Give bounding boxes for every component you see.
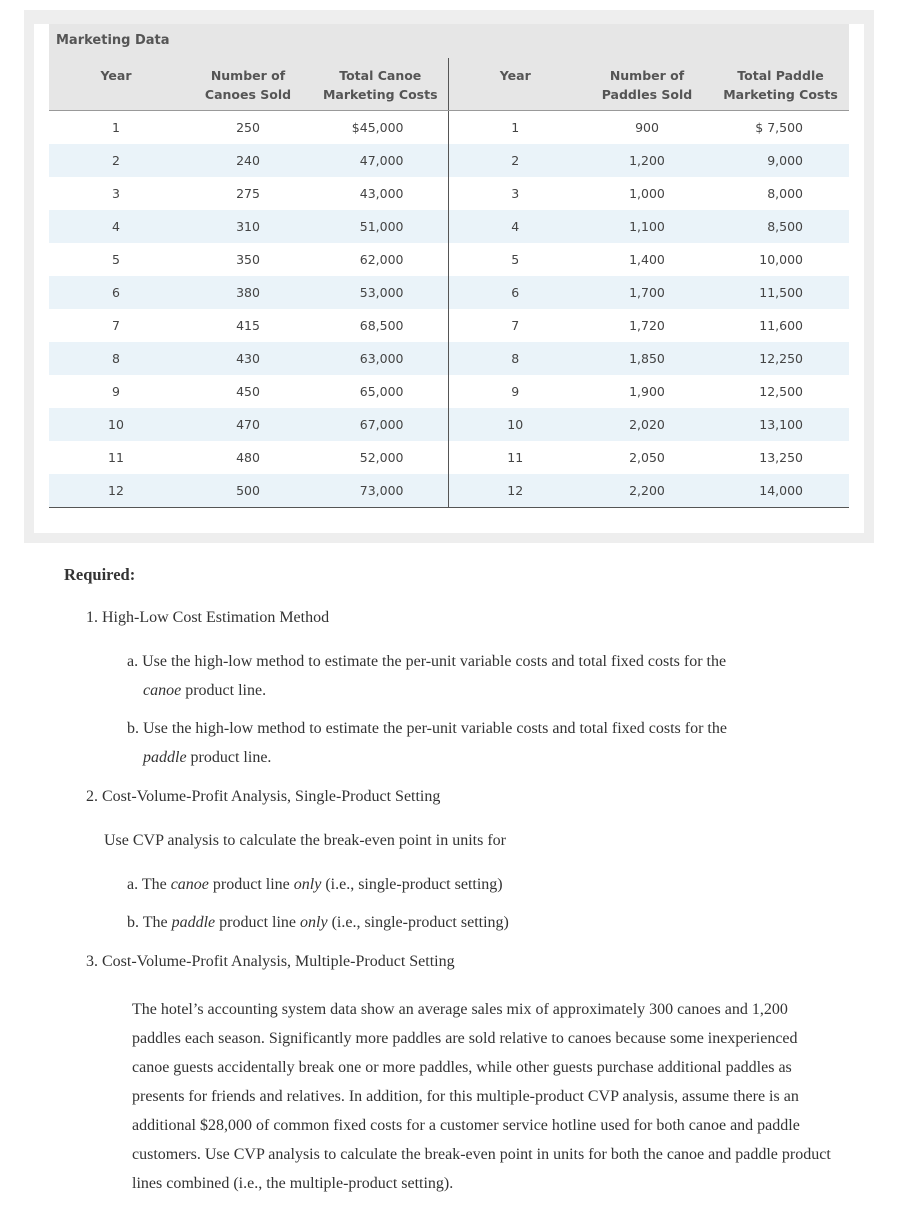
year-cell: 2 xyxy=(49,144,183,177)
table-row xyxy=(49,342,849,375)
paddle-costs-cell: 13,100 xyxy=(712,408,849,441)
table-row xyxy=(49,408,849,441)
marketing-data-panel xyxy=(24,10,874,543)
item-3-paragraph: The hotel’s accounting system data show an average sales mix of approximately 300 canoes and 1,200 paddles each season. Significantly more paddles are sold relative to canoes because some inexperienced canoe guests accidentally break one or more paddles, while other guests purchase additional paddles as presents for friends and relatives. In addition, for this multiple-product CVP analysis, assume there is an additional $28,000 of common fixed costs for a customer service hotline used for both canoe and paddle customers. Use CVP analysis to calculate the break-even point in units for both the canoe and paddle product lines combined (i.e., the multiple-product setting). xyxy=(132,1001,831,1192)
item-1a-line1: a. Use the high-low method to estimate the per-unit variable costs and total fixed costs for the xyxy=(127,653,727,670)
paddles-sold-cell: 1,000 xyxy=(582,177,712,210)
canoes-sold-cell: 350 xyxy=(183,243,313,276)
paddle-costs-cell: 13,250 xyxy=(712,441,849,474)
canoe-costs-cell: 43,000 xyxy=(313,177,448,210)
paddles-sold-cell: 1,900 xyxy=(582,375,712,408)
paddle-costs-cell: 9,000 xyxy=(712,144,849,177)
year-cell: 9 xyxy=(49,375,183,408)
year-cell: 5 xyxy=(49,243,183,276)
canoes-sold-cell: 415 xyxy=(183,309,313,342)
canoes-sold-cell: 250 xyxy=(183,110,313,144)
header-paddles-sold: Number of Paddles Sold xyxy=(582,58,712,110)
header-paddle-marketing-costs: Total Paddle Marketing Costs xyxy=(712,58,849,110)
paddles-sold-cell: 1,400 xyxy=(582,243,712,276)
year-cell: 12 xyxy=(448,474,582,508)
table-row xyxy=(49,110,849,144)
table-row xyxy=(49,276,849,309)
paddle-costs-cell: 11,500 xyxy=(712,276,849,309)
item-1b-line2: paddle product line. xyxy=(143,749,272,766)
paddles-sold-cell: 2,200 xyxy=(582,474,712,508)
canoe-costs-cell: 51,000 xyxy=(313,210,448,243)
year-cell: 12 xyxy=(49,474,183,508)
canoes-sold-cell: 480 xyxy=(183,441,313,474)
year-cell: 10 xyxy=(49,408,183,441)
item-2-heading: 2. Cost-Volume-Profit Analysis, Single-Product Setting xyxy=(86,788,441,805)
paddle-costs-cell: 11,600 xyxy=(712,309,849,342)
canoes-sold-cell: 380 xyxy=(183,276,313,309)
canoes-sold-cell: 470 xyxy=(183,408,313,441)
paddle-costs-cell: 14,000 xyxy=(712,474,849,508)
header-canoe-marketing-costs: Total Canoe Marketing Costs xyxy=(313,58,448,110)
paddles-sold-cell: 1,700 xyxy=(582,276,712,309)
table-title: Marketing Data xyxy=(49,24,849,58)
canoes-sold-cell: 275 xyxy=(183,177,313,210)
year-cell: 9 xyxy=(448,375,582,408)
year-cell: 1 xyxy=(448,110,582,144)
canoes-sold-cell: 430 xyxy=(183,342,313,375)
table-row xyxy=(49,210,849,243)
canoes-sold-cell: 450 xyxy=(183,375,313,408)
item-2b: b. The paddle product line only (i.e., single-product setting) xyxy=(127,914,509,931)
required-heading: Required: xyxy=(64,565,136,584)
marketing-data-inner xyxy=(34,24,864,533)
marketing-data-table xyxy=(49,58,849,508)
item-2-intro: Use CVP analysis to calculate the break-even point in units for xyxy=(104,832,506,849)
table-row xyxy=(49,474,849,508)
item-1-heading: 1. High-Low Cost Estimation Method xyxy=(86,609,330,626)
table-row xyxy=(49,375,849,408)
year-cell: 10 xyxy=(448,408,582,441)
year-cell: 11 xyxy=(448,441,582,474)
table-row xyxy=(49,177,849,210)
canoe-costs-cell: $45,000 xyxy=(313,110,448,144)
year-cell: 7 xyxy=(448,309,582,342)
paddle-costs-cell: 12,250 xyxy=(712,342,849,375)
paddles-sold-cell: 2,050 xyxy=(582,441,712,474)
year-cell: 4 xyxy=(448,210,582,243)
table-body xyxy=(49,110,849,507)
paddle-costs-cell: $ 7,500 xyxy=(712,110,849,144)
year-cell: 8 xyxy=(448,342,582,375)
canoes-sold-cell: 500 xyxy=(183,474,313,508)
item-1a-line2: canoe product line. xyxy=(143,682,267,699)
table-row xyxy=(49,309,849,342)
year-cell: 6 xyxy=(49,276,183,309)
paddle-costs-cell: 8,000 xyxy=(712,177,849,210)
year-cell: 7 xyxy=(49,309,183,342)
canoe-costs-cell: 65,000 xyxy=(313,375,448,408)
paddles-sold-cell: 1,100 xyxy=(582,210,712,243)
paddles-sold-cell: 1,200 xyxy=(582,144,712,177)
canoe-costs-cell: 63,000 xyxy=(313,342,448,375)
canoe-costs-cell: 73,000 xyxy=(313,474,448,508)
canoe-costs-cell: 52,000 xyxy=(313,441,448,474)
canoe-costs-cell: 67,000 xyxy=(313,408,448,441)
header-year-right: Year xyxy=(448,58,582,110)
canoe-costs-cell: 53,000 xyxy=(313,276,448,309)
year-cell: 4 xyxy=(49,210,183,243)
year-cell: 5 xyxy=(448,243,582,276)
table-row xyxy=(49,441,849,474)
canoe-costs-cell: 47,000 xyxy=(313,144,448,177)
canoes-sold-cell: 310 xyxy=(183,210,313,243)
header-year-left: Year xyxy=(49,58,183,110)
canoe-costs-cell: 68,500 xyxy=(313,309,448,342)
paddles-sold-cell: 900 xyxy=(582,110,712,144)
year-cell: 3 xyxy=(49,177,183,210)
year-cell: 11 xyxy=(49,441,183,474)
item-1b-line1: b. Use the high-low method to estimate the per-unit variable costs and total fixed costs for the xyxy=(127,720,727,737)
paddle-costs-cell: 8,500 xyxy=(712,210,849,243)
year-cell: 6 xyxy=(448,276,582,309)
year-cell: 2 xyxy=(448,144,582,177)
paddle-costs-cell: 12,500 xyxy=(712,375,849,408)
year-cell: 3 xyxy=(448,177,582,210)
table-header-row xyxy=(49,58,849,110)
paddles-sold-cell: 1,850 xyxy=(582,342,712,375)
paddles-sold-cell: 1,720 xyxy=(582,309,712,342)
table-row xyxy=(49,144,849,177)
paddle-costs-cell: 10,000 xyxy=(712,243,849,276)
item-2a: a. The canoe product line only (i.e., single-product setting) xyxy=(127,876,503,893)
year-cell: 1 xyxy=(49,110,183,144)
canoes-sold-cell: 240 xyxy=(183,144,313,177)
header-canoes-sold: Number of Canoes Sold xyxy=(183,58,313,110)
year-cell: 8 xyxy=(49,342,183,375)
canoe-costs-cell: 62,000 xyxy=(313,243,448,276)
paddles-sold-cell: 2,020 xyxy=(582,408,712,441)
item-3-heading: 3. Cost-Volume-Profit Analysis, Multiple-Product Setting xyxy=(86,953,455,970)
table-row xyxy=(49,243,849,276)
